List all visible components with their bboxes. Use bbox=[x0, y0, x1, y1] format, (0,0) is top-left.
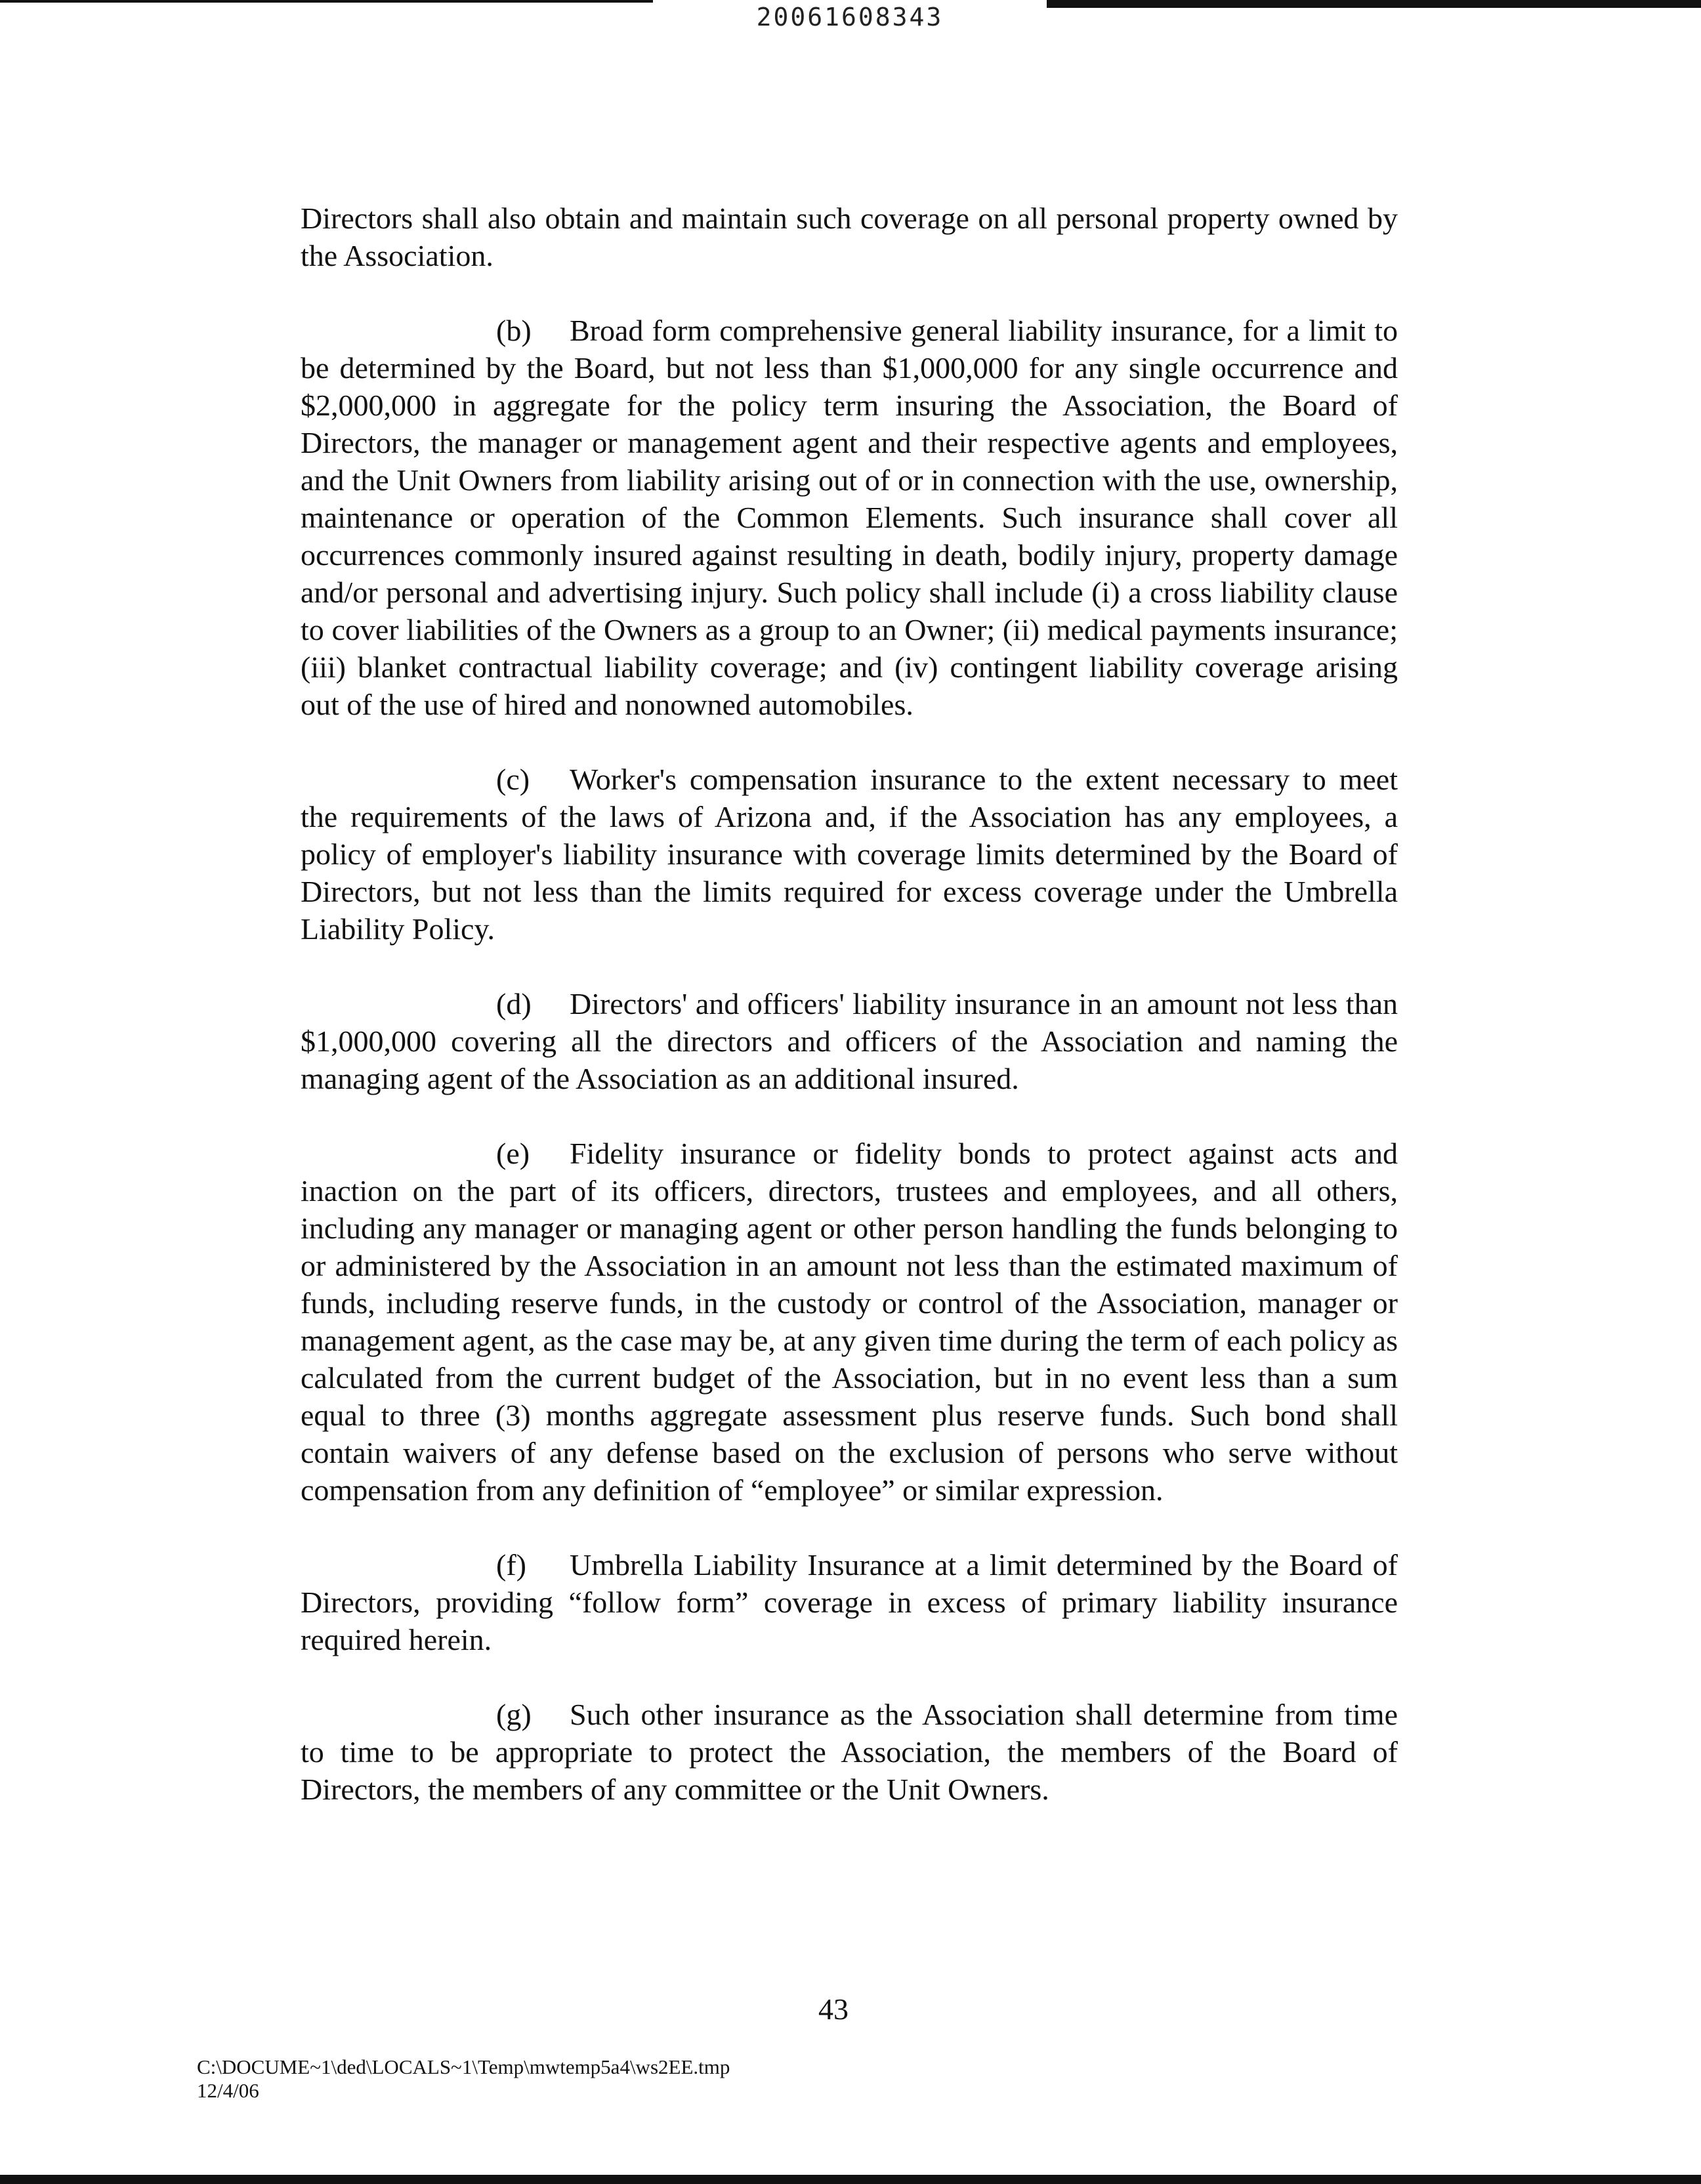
paragraph-f-text: Umbrella Liability Insurance at a limit determined by the Board of Directors, providing “follow form” coverage in excess of primary liability insurance required herein. bbox=[301, 1548, 1398, 1656]
scan-edge-bottom bbox=[0, 2175, 1701, 2184]
paragraph-c-label: (c) bbox=[496, 763, 530, 796]
paragraph-g-text: Such other insurance as the Association shall determine from time to time to be appropriate to protect the Association, the members of the Board of Directors, the members of any committee or the Unit Owners. bbox=[301, 1698, 1398, 1806]
paragraph-e-text: Fidelity insurance or fidelity bonds to protect against acts and inaction on the part of its officers, directors, trustees and employees, and all others, including any manager or managing agent or other person handling the funds belonging to or administered by the Association in an amount not less than the estimated maximum of funds, including reserve funds, in the custody or control of the Association, manager or management agent, as the case may be, at any given time during the term of each policy as calculated from the current budget of the Association, but in no event less than a sum equal to three (3) months aggregate assessment plus reserve funds. Such bond shall contain waivers of any defense based on the exclusion of persons who serve without compensation from any definition of “employee” or similar expression. bbox=[301, 1137, 1398, 1507]
document-number: 20061608343 bbox=[756, 3, 944, 32]
paragraph-b-label: (b) bbox=[496, 314, 532, 347]
paragraph-d bbox=[301, 985, 1398, 1097]
paragraph-c bbox=[301, 761, 1398, 948]
paragraph-d-label: (d) bbox=[496, 987, 532, 1020]
scan-edge-top-right bbox=[1047, 0, 1701, 8]
footer-file-path: C:\DOCUME~1\ded\LOCALS~1\Temp\mwtemp5a4\ws2EE.tmp bbox=[197, 2055, 730, 2078]
paragraph-g bbox=[301, 1696, 1398, 1808]
paragraph-f-label: (f) bbox=[496, 1548, 526, 1582]
footer-date: 12/4/06 bbox=[197, 2079, 259, 2102]
scan-edge-top-left bbox=[0, 0, 653, 3]
paragraph-e-label: (e) bbox=[496, 1137, 530, 1170]
document-body bbox=[301, 200, 1398, 1808]
paragraph-g-label: (g) bbox=[496, 1698, 532, 1731]
page-number: 43 bbox=[818, 1992, 849, 2026]
paragraph-d-text: Directors' and officers' liability insurance in an amount not less than $1,000,000 covering all the directors and officers of the Association and naming the managing agent of the Association as an additional insured. bbox=[301, 987, 1398, 1095]
paragraph-b-text: Broad form comprehensive general liability insurance, for a limit to be determined by the Board, but not less than $1,000,000 for any single occurrence and $2,000,000 in aggregate for the policy term insuring the Association, the Board of Directors, the manager or management agent and their respective agents and employees, and the Unit Owners from liability arising out of or in connection with the use, ownership, maintenance or operation of the Common Elements. Such insurance shall cover all occurrences commonly insured against resulting in death, bodily injury, property damage and/or personal and advertising injury. Such policy shall include (i) a cross liability clause to cover liabilities of the Owners as a group to an Owner; (ii) medical payments insurance; (iii) blanket contractual liability coverage; and (iv) contingent liability coverage arising out of the use of hired and nonowned automobiles. bbox=[301, 314, 1398, 721]
paragraph-c-text: Worker's compensation insurance to the extent necessary to meet the requirements of the laws of Arizona and, if the Association has any employees, a policy of employer's liability insurance with coverage limits determined by the Board of Directors, but not less than the limits required for excess coverage under the Umbrella Liability Policy. bbox=[301, 763, 1398, 946]
paragraph-f bbox=[301, 1546, 1398, 1658]
paragraph-b bbox=[301, 312, 1398, 723]
paragraph-e bbox=[301, 1135, 1398, 1509]
paragraph-intro: Directors shall also obtain and maintain such coverage on all personal property owned by the Association. bbox=[301, 201, 1398, 272]
